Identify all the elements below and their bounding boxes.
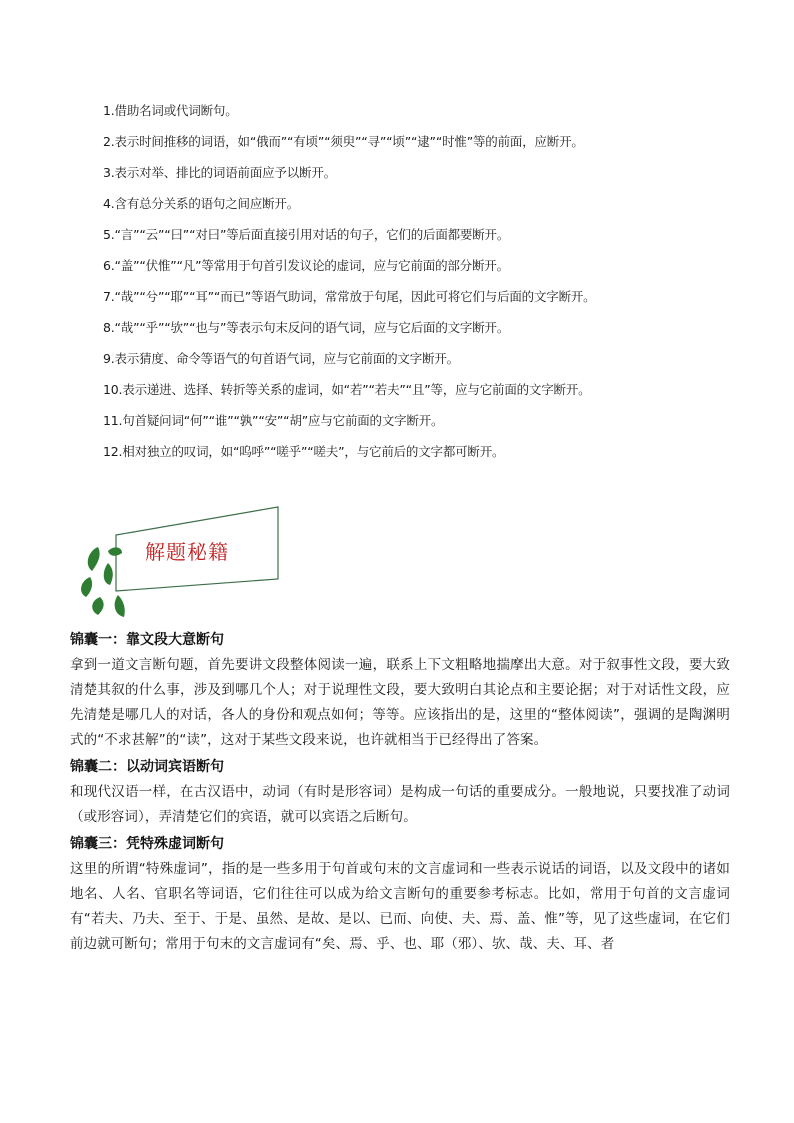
rule-item: 11.句首疑问词“何”“谁”“孰”“安”“胡”应与它前面的文字断开。	[103, 413, 444, 428]
section-body: 和现代汉语一样，在古汉语中，动词（有时是形容词）是构成一句话的重要成分。一般地说，只要找准了动词（或形容词），弄清楚它们的宾语，就可以宾语之后断句。	[70, 784, 730, 825]
rules-list	[103, 100, 723, 472]
section-heading: 锦囊一：靠文段大意断句	[70, 632, 224, 648]
rule-item: 4.含有总分关系的语句之间应断开。	[103, 196, 300, 211]
banner-title: 解题秘籍	[145, 540, 229, 564]
rule-item: 8.“哉”“乎”“欤”“也与”等表示句末反问的语气词，应与它后面的文字断开。	[103, 320, 510, 335]
section-heading: 锦囊三：凭特殊虚词断句	[70, 836, 224, 852]
rule-item: 9.表示猜度、命令等语气的句首语气词，应与它前面的文字断开。	[103, 351, 459, 366]
rule-item: 1.借助名词或代词断句。	[103, 103, 238, 118]
rule-item: 7.“哉”“兮”“耶”“耳”“而已”等语气助词，常常放于句尾，因此可将它们与后面的文字断开。	[103, 289, 596, 304]
section-banner	[78, 505, 288, 625]
rule-item: 2.表示时间推移的词语，如“俄而”“有顷”“须臾”“寻”“顷”“逮”“时惟”等的前面，应断开。	[103, 134, 584, 149]
rule-item: 3.表示对举、排比的词语前面应予以断开。	[103, 165, 336, 180]
content-sections	[70, 628, 730, 959]
rule-item: 12.相对独立的叹词，如“呜呼”“嗟乎”“嗟夫”，与它前后的文字都可断开。	[103, 444, 505, 459]
rule-item: 10.表示递进、选择、转折等关系的虚词，如“若”“若夫”“且”等，应与它前面的文字断开。	[103, 382, 591, 397]
rule-item: 6.“盖”“伏惟”“凡”等常用于句首引发议论的虚词，应与它前面的部分断开。	[103, 258, 509, 273]
rule-item: 5.“言”“云”“曰”“对曰”等后面直接引用对话的句子，它们的后面都要断开。	[103, 227, 510, 242]
section-body: 拿到一道文言断句题，首先要讲文段整体阅读一遍，联系上下文粗略地揣摩出大意。对于叙事性文段，要大致清楚其叙的什么事，涉及到哪几个人；对于说理性文段，要大致明白其论点和主要论据；对于对话性文段，应先清楚是哪几人的对话，各人的身份和观点如何；等等。应该指出的是，这里的“整体阅读”，强调的是陶渊明式的“不求甚解”的“读”，这对于某些文段来说，也许就相当于已经得出了答案。	[70, 657, 730, 748]
section-heading: 锦囊二：以动词宾语断句	[70, 759, 224, 775]
section-body: 这里的所谓“特殊虚词”，指的是一些多用于句首或句末的文言虚词和一些表示说话的词语，以及文段中的诸如地名、人名、官职名等词语，它们往往可以成为给文言断句的重要参考标志。比如，常用于句首的文言虚词有“若夫、乃夫、至于、于是、虽然、是故、是以、已而、向使、夫、焉、盖、惟”等，见了这些虚词，在它们前边就可断句；常用于句末的文言虚词有“矣、焉、乎、也、耶（邪）、欤、哉、夫、耳、者	[70, 861, 730, 952]
